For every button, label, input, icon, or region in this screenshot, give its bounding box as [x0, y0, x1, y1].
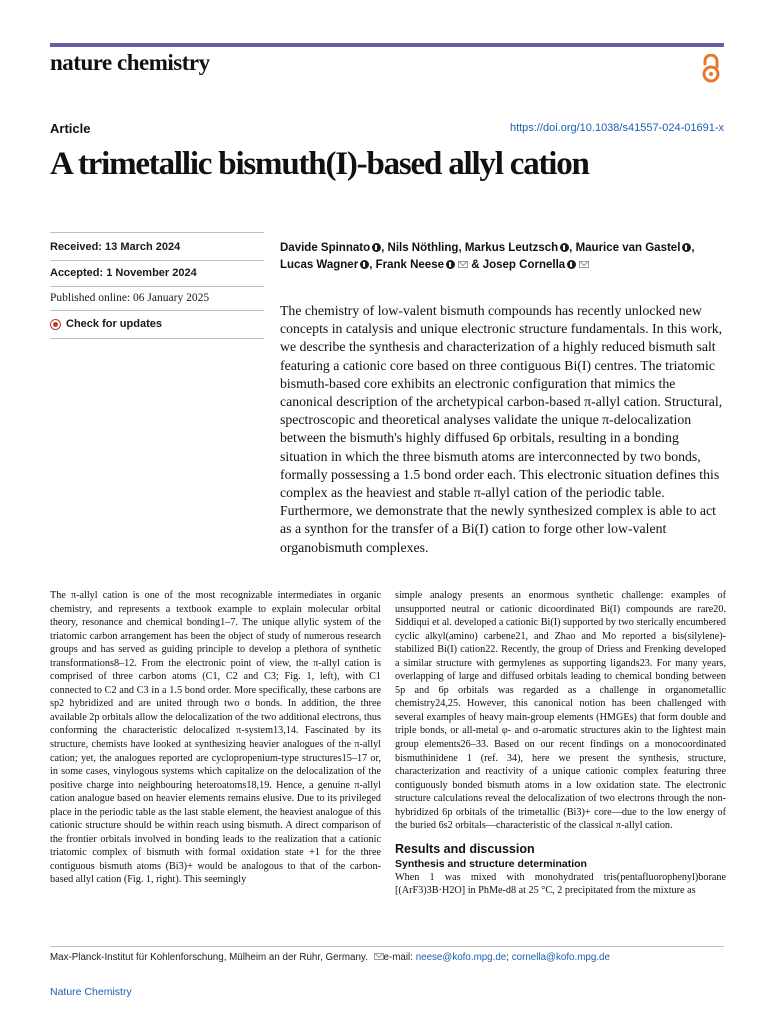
- journal-name[interactable]: nature chemistry: [50, 50, 210, 75]
- meta-divider: [50, 232, 264, 233]
- body-column-left: [50, 589, 381, 887]
- subsection-heading: Synthesis and structure determination: [395, 857, 587, 870]
- author-name[interactable]: Josep Cornella: [483, 259, 589, 271]
- author-name[interactable]: Nils Nöthling: [387, 242, 459, 254]
- open-access-icon[interactable]: [698, 54, 724, 84]
- article-metadata: [50, 232, 264, 342]
- body-column-right: [395, 589, 726, 898]
- author-name[interactable]: Frank Neese: [376, 259, 468, 271]
- meta-divider: [50, 310, 264, 311]
- orcid-icon[interactable]: [372, 243, 381, 252]
- published-date: Published online: 06 January 2025: [50, 292, 210, 304]
- accepted-date: Accepted: 1 November 2024: [50, 267, 197, 279]
- article-type-label: Article: [50, 121, 91, 136]
- abstract: [280, 302, 726, 557]
- meta-divider: [50, 260, 264, 261]
- author-name[interactable]: Lucas Wagner: [280, 259, 369, 271]
- received-date: Received: 13 March 2024: [50, 241, 181, 253]
- email-icon[interactable]: [458, 261, 468, 268]
- section-heading: Results and discussion: [395, 841, 535, 856]
- header-accent-bar: [50, 43, 724, 47]
- body-paragraph: simple analogy presents an enormous synthetic challenge: examples of unsupported neutral or cationic dicoordinated Bi(I) compounds are rare20. Siddiqui et al. developed a cationic Bi(I) supported by two sterically encumbered cyclic alkyl(amino) carbene21, and Zhao and Mo reported a bis(silylene)-stabilized Bi(I) cation22. Recently, the group of Driess and Frenking developed a similar structure with germylenes as supporting ligands23. For many years, overlapping of large and diffused orbitals leading to chemical bonding between 5p and 6p orbitals was regarded as a challenge in organometallic chemistry24,25. However, this canonical notion has been challenged with several examples of heavy main-group elements (HMGEs) that form double and triple bonds, or all-metal φ- and σ-aromatic structures akin to the lightest main group elements26–33. Based on our recent findings on a monocoordinated bismuthinidene 1 (ref. 34), here we present the synthesis, structure, characterization and reactivity of a unique cationic complex featuring three contiguously bonded bismuth atoms in a low oxidation state. The electronic structure calculations reveal the delocalization of two electrons through the non-hybridized 6p orbitals of the trimetallic (Bi3)+ core—due to the low energy of the buried 6s2 orbitals—characteristic of the classical π-allyl cation.: [395, 590, 726, 832]
- author-list: Davide Spinnato , Nils Nöthling, Markus Leutzsch , Maurice van Gastel , Lucas Wagner , Frank Neese & Josep Cornella: [280, 242, 695, 271]
- body-paragraph: When 1 was mixed with monohydrated tris(pentafluorophenyl)borane [(ArF3)3B·H2O] in PhMe-d8 at 25 °C, 2 precipitated from the mixture as: [395, 871, 726, 897]
- email-link[interactable]: neese@kofo.mpg.de: [415, 952, 507, 963]
- footer-journal-link[interactable]: Nature Chemistry: [50, 986, 132, 998]
- author-name[interactable]: Maurice van Gastel: [576, 242, 692, 254]
- meta-divider: [50, 286, 264, 287]
- footer-divider: [50, 946, 724, 947]
- orcid-icon[interactable]: [567, 260, 576, 269]
- email-icon[interactable]: [579, 261, 589, 268]
- check-updates-icon: [50, 319, 61, 330]
- meta-divider: [50, 338, 264, 339]
- check-updates-button[interactable]: [50, 318, 162, 330]
- orcid-icon[interactable]: [360, 260, 369, 269]
- abstract-text: The chemistry of low-valent bismuth compounds has recently unlocked new concepts in catalysis and unique electronic structure fundamentals. In this work, we describe the synthesis and characterization of a highly reduced bismuth salt featuring a cationic core based on three contiguous Bi(I) centres. The triatomic bismuth-based core exhibits an electronic configuration that mimics the canonical description of the archetypical carbon-based π-allyl cation. Structural, spectroscopic and theoretical analyses validate the unique π-delocalization between the bismuth's highly diffused 6p orbitals, resulting in a bonding situation in which the three bismuth atoms are interconnected by two bonds, formally possessing a 1.5 bond order each. This electronic situation defines this complex as the heaviest and stable π-allyl cation of the periodic table. Furthermore, we demonstrate that the newly synthesized complex is able to act as a synthon for the transfer of a Bi(I) cation to forge other low-valent organobismuth complexes.: [280, 303, 723, 555]
- body-paragraph: The π-allyl cation is one of the most recognizable intermediates in organic chemistry, and represents a textbook example to explain molecular orbital theory, resonance and chemical bonding1–7. The unique allylic system of the triatomic carbon arrangement has been the object of study of numerous research groups and has served as guiding principle to develop a plethora of synthetic transformations8–12. From the electronic point of view, the π-allyl cation is comprised of three carbon atoms (C1, C2 and C3; Fig. 1, left), with C1 connected to C2 and C3 in a 1.5 bond order. More specifically, these carbons are sp2 hybridized and are united through two σ bonds. In addition, the three available 2p orbitals allow the delocalization of the two additional electrons, thus conforming the characteristic delocalized π-system13,14. Fascinated by its structure, chemists have looked at synthesizing heavier analogues of the π-allyl cation; yet, the analogues reported are cyclopropenium-type structures15–17 or, in some cases, vinylogous systems which capitalize on the delocalization of the positive charge into neighbouring heteroatoms18,19. Hence, a genuine π-allyl cation analogue based on heavier elements remains elusive. Due to its privileged place in the periodic table as the last stable element, the heaviest analogue of this cationic structure should be within reach using bismuth. A direct comparison of the frontier orbitals involved in bonding leads to the realization that a cationic triatomic complex of bismuth with formal oxidation state +1 for the three contiguous bismuth atoms (Bi3)+ would be analogous to that of the carbon-based allyl cation (Fig. 1, right). This seemingly: [50, 590, 381, 886]
- doi-link[interactable]: https://doi.org/10.1038/s41557-024-01691-x: [509, 122, 724, 134]
- author-name[interactable]: Markus Leutzsch: [465, 242, 569, 254]
- check-updates-label: Check for updates: [66, 318, 162, 330]
- affiliation: Max-Planck-Institut für Kohlenforschung, Mülheim an der Ruhr, Germany. e-mail: neese@kofo.mpg.de; cornella@kofo.mpg.de: [50, 952, 610, 963]
- orcid-icon[interactable]: [560, 243, 569, 252]
- article-title: A trimetallic bismuth(I)-based allyl cation: [50, 146, 589, 182]
- email-icon: [374, 953, 384, 960]
- author-name[interactable]: Davide Spinnato: [280, 242, 381, 254]
- email-link[interactable]: cornella@kofo.mpg.de: [511, 952, 610, 963]
- orcid-icon[interactable]: [446, 260, 455, 269]
